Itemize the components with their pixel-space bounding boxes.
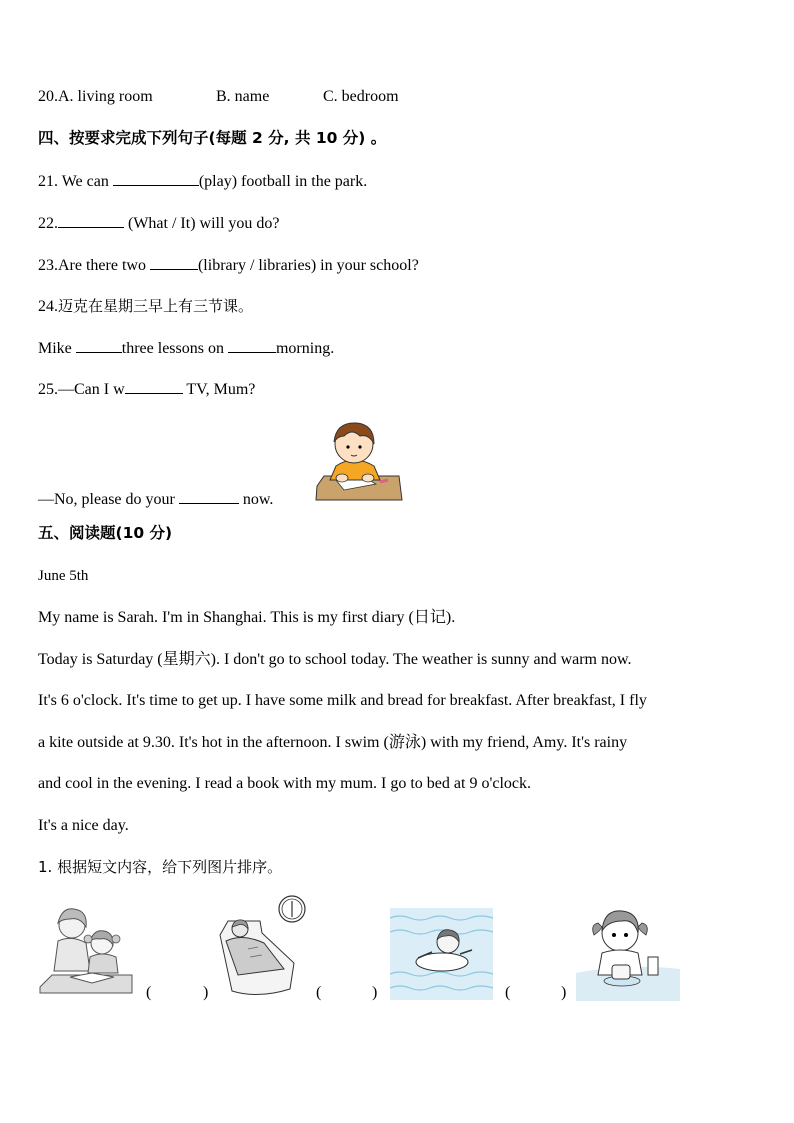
diary-line-6: It's a nice day.	[38, 817, 129, 834]
task-number: 1.	[38, 858, 53, 876]
question-24-sentence	[38, 338, 334, 359]
diary-date: June 5th	[38, 568, 89, 584]
question-text: (What / It) will you do?	[124, 215, 280, 232]
question-number: 21	[38, 173, 54, 190]
task-1	[38, 857, 282, 877]
section-5-heading: 五、阅读题(10 分)	[38, 524, 173, 542]
question-text: now.	[238, 491, 274, 508]
answer-paren-open: (	[316, 984, 322, 1001]
answer-paren-close: )	[372, 984, 378, 1001]
question-21	[38, 171, 367, 192]
question-text: TV, Mum?	[182, 381, 256, 398]
question-number: 25.	[38, 381, 58, 398]
answer-blank[interactable]	[58, 213, 124, 228]
question-number: 20.	[38, 88, 58, 105]
question-23	[38, 255, 419, 276]
answer-blank[interactable]	[76, 338, 122, 353]
answer-paren-close: )	[203, 984, 209, 1001]
question-text: Are there two	[58, 257, 150, 274]
getting-up-picture	[218, 893, 310, 1001]
answer-blank[interactable]	[179, 489, 239, 504]
diary-paragraph-2: Today is Saturday (星期六). I don't go to school today. The weather is sunny and warm now.	[38, 651, 632, 668]
answer-blank[interactable]	[150, 255, 198, 270]
question-text: morning.	[275, 340, 335, 357]
question-text: (library / libraries) in your school?	[197, 257, 419, 274]
question-25	[38, 379, 255, 400]
breakfast-picture	[576, 903, 680, 1001]
swimming-picture	[390, 908, 493, 1000]
boy-homework-illustration	[314, 414, 404, 504]
answer-blank[interactable]	[113, 171, 199, 186]
task-text: 根据短文内容，给下列图片排序。	[57, 858, 283, 876]
answer-paren-close: )	[561, 984, 567, 1001]
question-text: three lessons on	[121, 340, 228, 357]
question-24	[38, 296, 253, 317]
question-number: 24.	[38, 298, 58, 315]
option-c: C. bedroom	[323, 88, 399, 105]
diary-line-3: It's 6 o'clock. It's time to get up. I have some milk and bread for breakfast. After breakfast, I fly	[38, 692, 647, 709]
reading-with-mum-picture	[40, 905, 134, 997]
question-text: —No, please do your	[38, 491, 179, 508]
question-text: . We can	[54, 173, 113, 190]
question-20	[38, 87, 399, 107]
question-number: 23.	[38, 257, 58, 274]
diary-line-4: a kite outside at 9.30. It's hot in the afternoon. I swim (游泳) with my friend, Amy. It's rainy	[38, 734, 628, 751]
answer-paren-open: (	[505, 984, 511, 1001]
option-b: B. name	[216, 88, 270, 105]
diary-paragraph-1: My name is Sarah. I'm in Shanghai. This is my first diary (日记).	[38, 609, 456, 626]
diary-line-5: and cool in the evening. I read a book with my mum. I go to bed at 9 o'clock.	[38, 775, 531, 792]
option-a: A. living room	[58, 88, 153, 105]
answer-paren-open: (	[146, 984, 152, 1001]
question-22	[38, 213, 280, 234]
question-text: —Can I w	[58, 381, 125, 398]
question-text: Mike	[38, 340, 76, 357]
answer-blank[interactable]	[125, 379, 183, 394]
question-text: (play) football in the park.	[198, 173, 368, 190]
section-4-heading: 四、按要求完成下列句子(每题 2 分, 共 10 分) 。	[38, 129, 387, 147]
question-25-answer	[38, 489, 273, 510]
answer-blank[interactable]	[228, 338, 276, 353]
question-number: 22.	[38, 215, 58, 232]
chinese-prompt: 迈克在星期三早上有三节课。	[58, 297, 254, 315]
